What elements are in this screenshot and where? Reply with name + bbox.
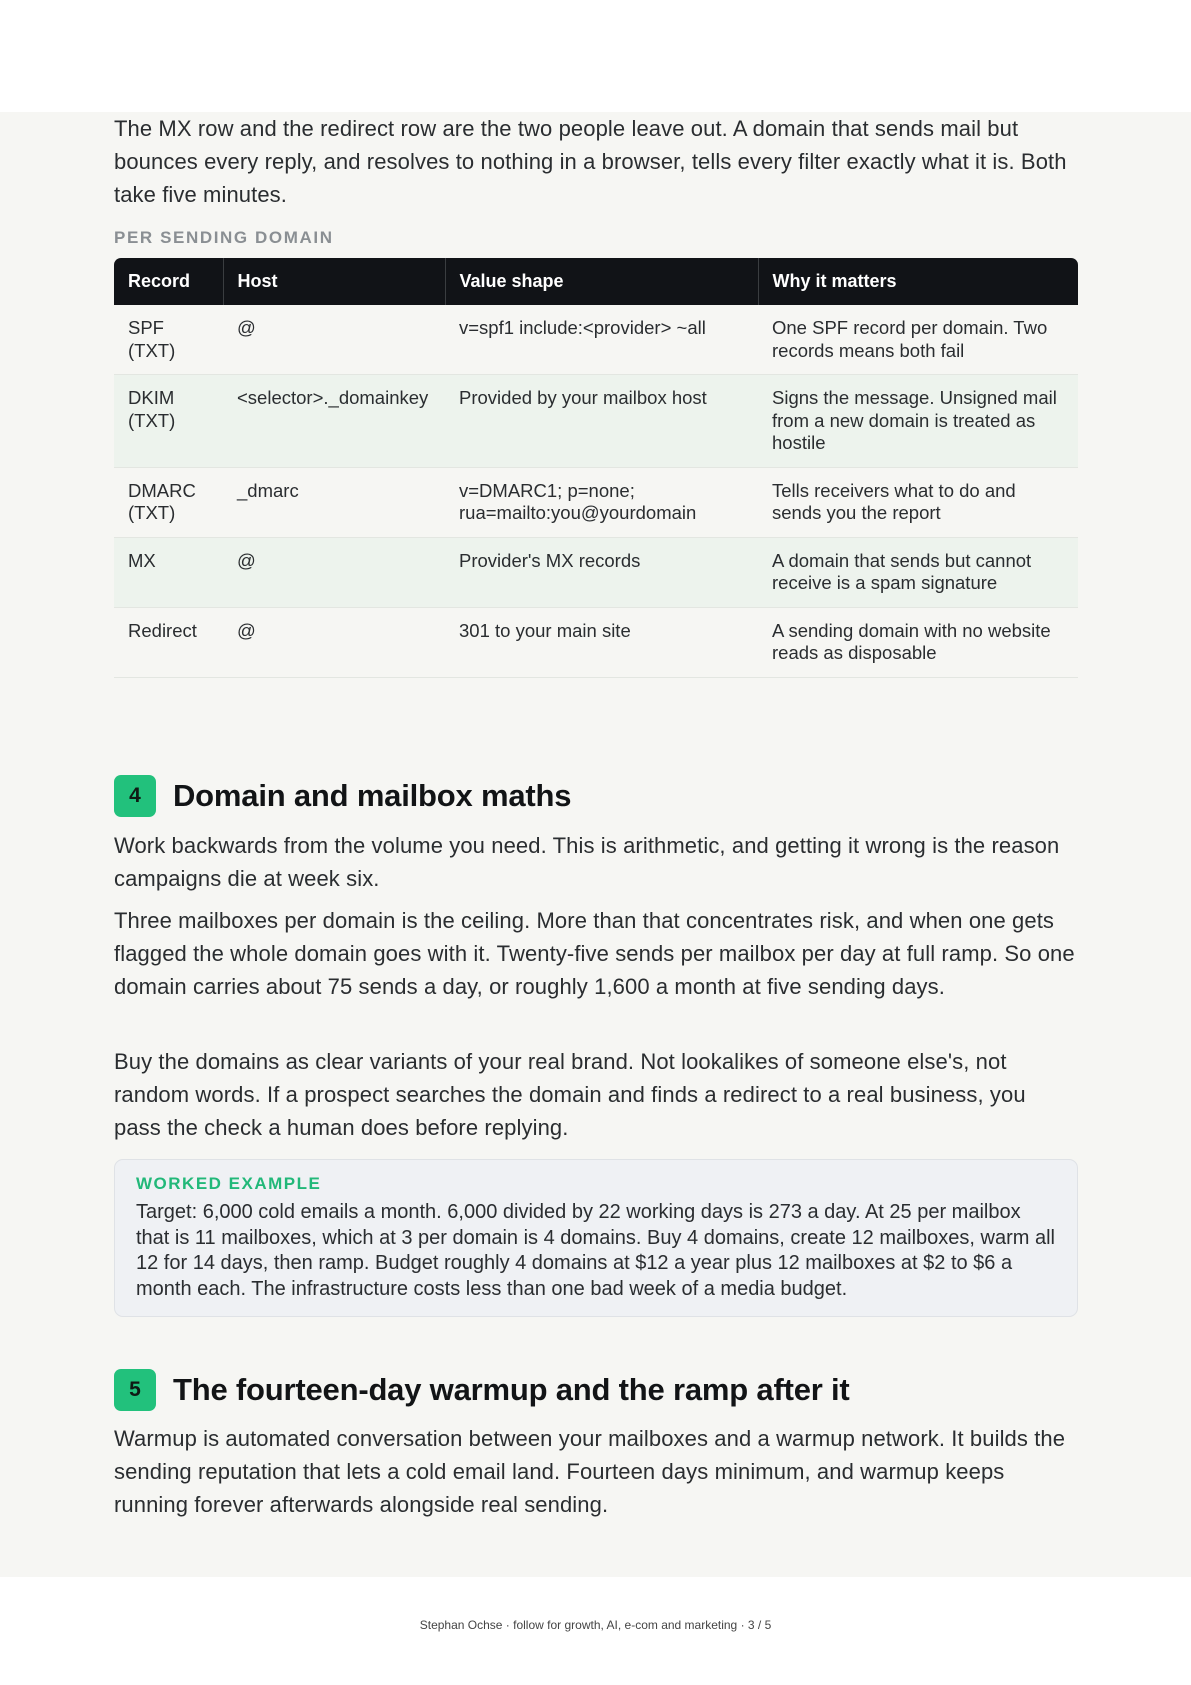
table-row [114,467,1078,537]
section-5-heading [114,1369,850,1411]
cell-value: Provided by your mailbox host [445,375,758,468]
table-row [114,607,1078,677]
dns-records-table [114,258,1078,678]
header-host: Host [223,258,445,305]
cell-record: MX [114,537,223,607]
section-4-paragraph-1: Work backwards from the volume you need. This is arithmetic, and getting it wrong is the reason campaigns die at week six. [114,833,1060,891]
cell-value: 301 to your main site [445,607,758,677]
page-footer: Stephan Ochse · follow for growth, AI, e-com and marketing · 3 / 5 [419,1618,772,1632]
table-label: PER SENDING DOMAIN [114,228,334,247]
cell-host: <selector>._domainkey [223,375,445,468]
cell-why: A domain that sends but cannot receive is a spam signature [758,537,1078,607]
cell-record: Redirect [114,607,223,677]
cell-why: Tells receivers what to do and sends you the report [758,467,1078,537]
callout-text: Target: 6,000 cold emails a month. 6,000 divided by 22 working days is 273 a day. At 25 per mailbox that is 11 mailboxes, which at 3 per domain is 4 domains. Buy 4 domains, create 12 mailboxes, warm all 12 for 14 days, then ramp. Budget roughly 4 domains at $12 a year plus 12 mailboxes at $2 to $6 a month each. The infrastructure costs less than one bad week of a media budget. [136,1201,1055,1300]
cell-record: DMARC (TXT) [114,467,223,537]
cell-value: v=DMARC1; p=none; rua=mailto:you@yourdomain [445,467,758,537]
page [0,112,1191,1577]
table-row [114,305,1078,375]
header-value-shape: Value shape [445,258,758,305]
section-5-paragraph-1: Warmup is automated conversation between your mailboxes and a warmup network. It builds the sending reputation that lets a cold email land. Fourteen days minimum, and warmup keeps running forever afterwards alongside real sending. [114,1426,1066,1517]
cell-why: A sending domain with no website reads as disposable [758,607,1078,677]
table-row [114,375,1078,468]
section-title: The fourteen-day warmup and the ramp after it [173,1372,850,1407]
callout-title: WORKED EXAMPLE [136,1174,322,1193]
section-title: Domain and mailbox maths [173,778,572,813]
cell-value: Provider's MX records [445,537,758,607]
cell-host: @ [223,607,445,677]
worked-example-callout [114,1159,1078,1317]
cell-host: @ [223,305,445,375]
table-header-row [114,258,1078,305]
table-row [114,537,1078,607]
section-4-paragraph-3: Buy the domains as clear variants of your real brand. Not lookalikes of someone else's, not random words. If a prospect searches the domain and finds a redirect to a real business, you pass the check a human does before replying. [114,1049,1026,1140]
cell-host: @ [223,537,445,607]
intro-paragraph: The MX row and the redirect row are the two people leave out. A domain that sends mail but bounces every reply, and resolves to nothing in a browser, tells every filter exactly what it is. Both take five minutes. [114,116,1067,207]
section-number-badge: 4 [114,775,156,817]
cell-host: _dmarc [223,467,445,537]
header-why-it-matters: Why it matters [758,258,1078,305]
cell-value: v=spf1 include:<provider> ~all [445,305,758,375]
section-4-paragraph-2: Three mailboxes per domain is the ceiling. More than that concentrates risk, and when one gets flagged the whole domain goes with it. Twenty-five sends per mailbox per day at full ramp. So one domain carries about 75 sends a day, or roughly 1,600 a month at five sending days. [114,908,1075,999]
cell-record: DKIM (TXT) [114,375,223,468]
cell-why: One SPF record per domain. Two records means both fail [758,305,1078,375]
cell-record: SPF (TXT) [114,305,223,375]
cell-why: Signs the message. Unsigned mail from a new domain is treated as hostile [758,375,1078,468]
section-number-badge: 5 [114,1369,156,1411]
header-record: Record [114,258,223,305]
section-4-heading [114,775,571,817]
